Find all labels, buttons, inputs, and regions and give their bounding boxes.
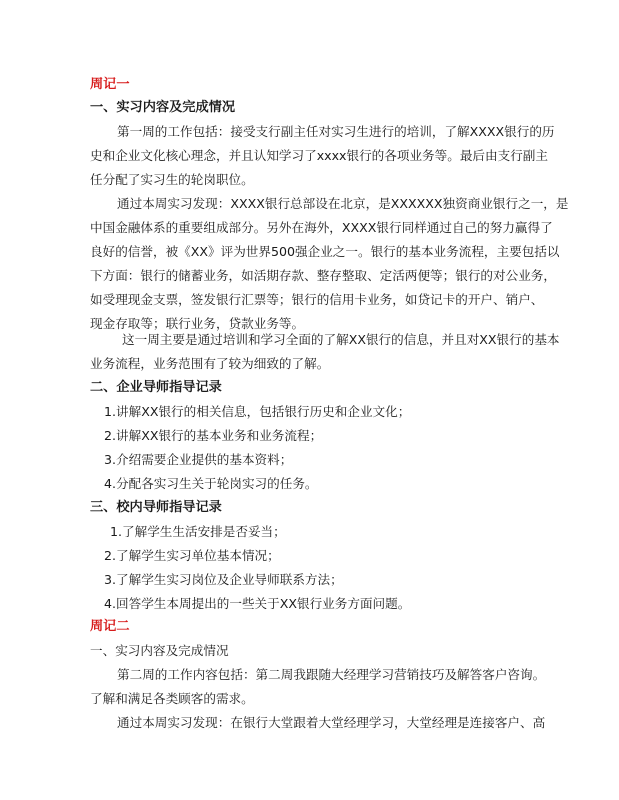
- p3-line-2: 业务流程，业务范围有了较为细致的了解。: [90, 356, 330, 371]
- section2-item: 1.讲解XX银行的相关信息，包括银行历史和企业文化；: [104, 404, 411, 419]
- p3-line-1: 这一周主要是通过培训和学习全面的了解XX银行的信息，并且对XX银行的基本: [122, 332, 560, 347]
- week2-title: 周记二: [90, 619, 130, 634]
- week1-title: 周记一: [90, 77, 130, 92]
- section1-heading: 一、实习内容及完成情况: [90, 100, 236, 115]
- p2-line-2: 中国金融体系的重要组成部分。另外在海外，XXXX银行同样通过自己的努力赢得了: [90, 220, 553, 235]
- w2-p1-line-1: 第二周的工作内容包括：第二周我跟随大经理学习营销技巧及解答客户咨询。: [117, 667, 546, 682]
- section3-heading: 三、校内导师指导记录: [90, 500, 222, 515]
- p2-line-1: 通过本周实习发现：XXXX银行总部设在北京，是XXXXXX独资商业银行之一，是: [117, 196, 569, 211]
- section2-item: 2.讲解XX银行的基本业务和业务流程；: [104, 428, 323, 443]
- p2-line-4: 下方面：银行的储蓄业务，如活期存款、整存整取、定活两便等；银行的对公业务，: [90, 268, 556, 283]
- p1-line-3: 任分配了实习生的轮岗职位。: [90, 172, 254, 187]
- p1-line-2: 史和企业文化核心理念，并且认知学习了xxxx银行的各项业务等。最后由支行副主: [90, 148, 548, 163]
- section3-item: 4.回答学生本周提出的一些关于XX银行业务方面问题。: [104, 596, 411, 611]
- p2-line-5: 如受理现金支票，签发银行汇票等；银行的信用卡业务，如贷记卡的开户、销户、: [90, 292, 544, 307]
- section2-heading: 二、企业导师指导记录: [90, 380, 222, 395]
- w2-p2-line-1: 通过本周实习发现：在银行大堂跟着大堂经理学习，大堂经理是连接客户、高: [117, 715, 546, 730]
- section3-item: 2.了解学生实习单位基本情况；: [104, 548, 280, 563]
- section2-item: 4.分配各实习生关于轮岗实习的任务。: [104, 476, 318, 491]
- section2-item: 3.介绍需要企业提供的基本资料；: [104, 452, 293, 467]
- section3-item: 3.了解学生实习岗位及企业导师联系方法；: [104, 572, 343, 587]
- p2-line-6: 现金存取等；联行业务，贷款业务等。: [90, 316, 305, 331]
- section3-item: 1.了解学生生活安排是否妥当；: [110, 524, 286, 539]
- week2-section1-heading: 一、实习内容及完成情况: [90, 643, 229, 658]
- p1-line-1: 第一周的工作包括：接受支行副主任对实习生进行的培训，了解XXXX银行的历: [117, 124, 555, 139]
- p2-line-3: 良好的信誉，被《XX》评为世界500强企业之一。银行的基本业务流程，主要包括以: [90, 244, 560, 259]
- w2-p1-line-2: 了解和满足各类顾客的需求。: [90, 691, 254, 706]
